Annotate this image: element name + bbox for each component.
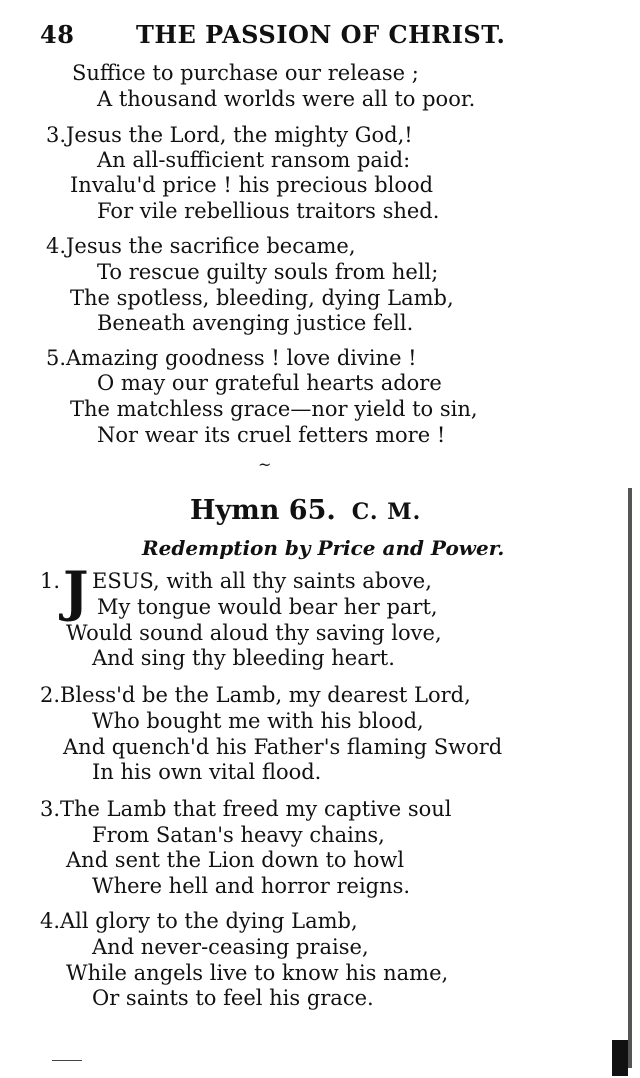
verse-line: The matchless grace—nor yield to sin, (70, 397, 478, 421)
verse-number: 4. (46, 234, 67, 258)
verse-line: Or saints to feel his grace. (92, 986, 374, 1010)
verse-line (40, 796, 451, 822)
verse-line: While angels live to know his name, (66, 961, 449, 985)
verse-line (46, 233, 356, 259)
verse-line (40, 682, 471, 708)
verse-line: A thousand worlds were all to poor. (97, 87, 476, 111)
verse-text: The Lamb that freed my captive soul (60, 797, 452, 821)
verse-line: An all-sufficient ransom paid: (97, 148, 411, 172)
verse-line (40, 908, 358, 934)
verse-line: Who bought me with his blood, (92, 709, 424, 733)
verse-line: And sent the Lion down to howl (66, 848, 405, 872)
verse-number: 4. (40, 909, 61, 933)
hymn-meter: C. M. (351, 499, 422, 525)
page-header (40, 18, 510, 52)
page-number: 48 (40, 20, 75, 49)
scan-speck (52, 1060, 82, 1061)
verse-line: Invalu'd price ! his precious blood (70, 173, 434, 197)
hymn-title (190, 495, 450, 526)
verse-number: 5. (46, 346, 67, 370)
verse-line: Nor wear its cruel fetters more ! (97, 423, 446, 447)
verse-text: All glory to the dying Lamb, (60, 909, 358, 933)
verse-line: For vile rebellious traitors shed. (97, 199, 440, 223)
verse-line (46, 345, 417, 371)
verse-line: To rescue guilty souls from hell; (97, 260, 439, 284)
verse-number: 2. (40, 683, 61, 707)
verse-line: And quench'd his Father's flaming Sword (63, 735, 503, 759)
verse-line: Would sound aloud thy saving love, (66, 621, 442, 645)
page-edge-shadow (628, 488, 632, 1068)
verse-text: Amazing goodness ! love divine ! (66, 346, 417, 370)
verse-line: My tongue would bear her part, (97, 595, 438, 619)
verse-line: And sing thy bleeding heart. (92, 646, 395, 670)
verse-line: In his own vital flood. (92, 760, 322, 784)
hymn-subtitle: Redemption by Price and Power. (142, 536, 505, 560)
verse-line: And never-ceasing praise, (92, 935, 369, 959)
verse-line: From Satan's heavy chains, (92, 823, 385, 847)
verse-number: 1. (40, 569, 61, 593)
verse-line (46, 122, 413, 148)
verse-text: Jesus the Lord, the mighty God,! (66, 123, 413, 147)
section-ornament: ~ (258, 455, 272, 474)
verse-line: Beneath avenging justice fell. (97, 311, 414, 335)
verse-number: 3. (46, 123, 67, 147)
verse-number: 3. (40, 797, 61, 821)
verse-text: Bless'd be the Lamb, my dearest Lord, (60, 683, 471, 707)
verse-line: O may our grateful hearts adore (97, 371, 442, 395)
running-title: THE PASSION OF CHRIST. (136, 20, 506, 49)
drop-cap: J (63, 559, 89, 623)
binding-mark (612, 1040, 628, 1076)
verse-line: Where hell and horror reigns. (92, 874, 411, 898)
verse-text: Jesus the sacrifice became, (66, 234, 356, 258)
verse-line: Suffice to purchase our release ; (72, 61, 419, 85)
verse-line: The spotless, bleeding, dying Lamb, (70, 286, 454, 310)
verse-line: ESUS, with all thy saints above, (92, 569, 432, 593)
hymn-number: Hymn 65. (190, 495, 336, 526)
